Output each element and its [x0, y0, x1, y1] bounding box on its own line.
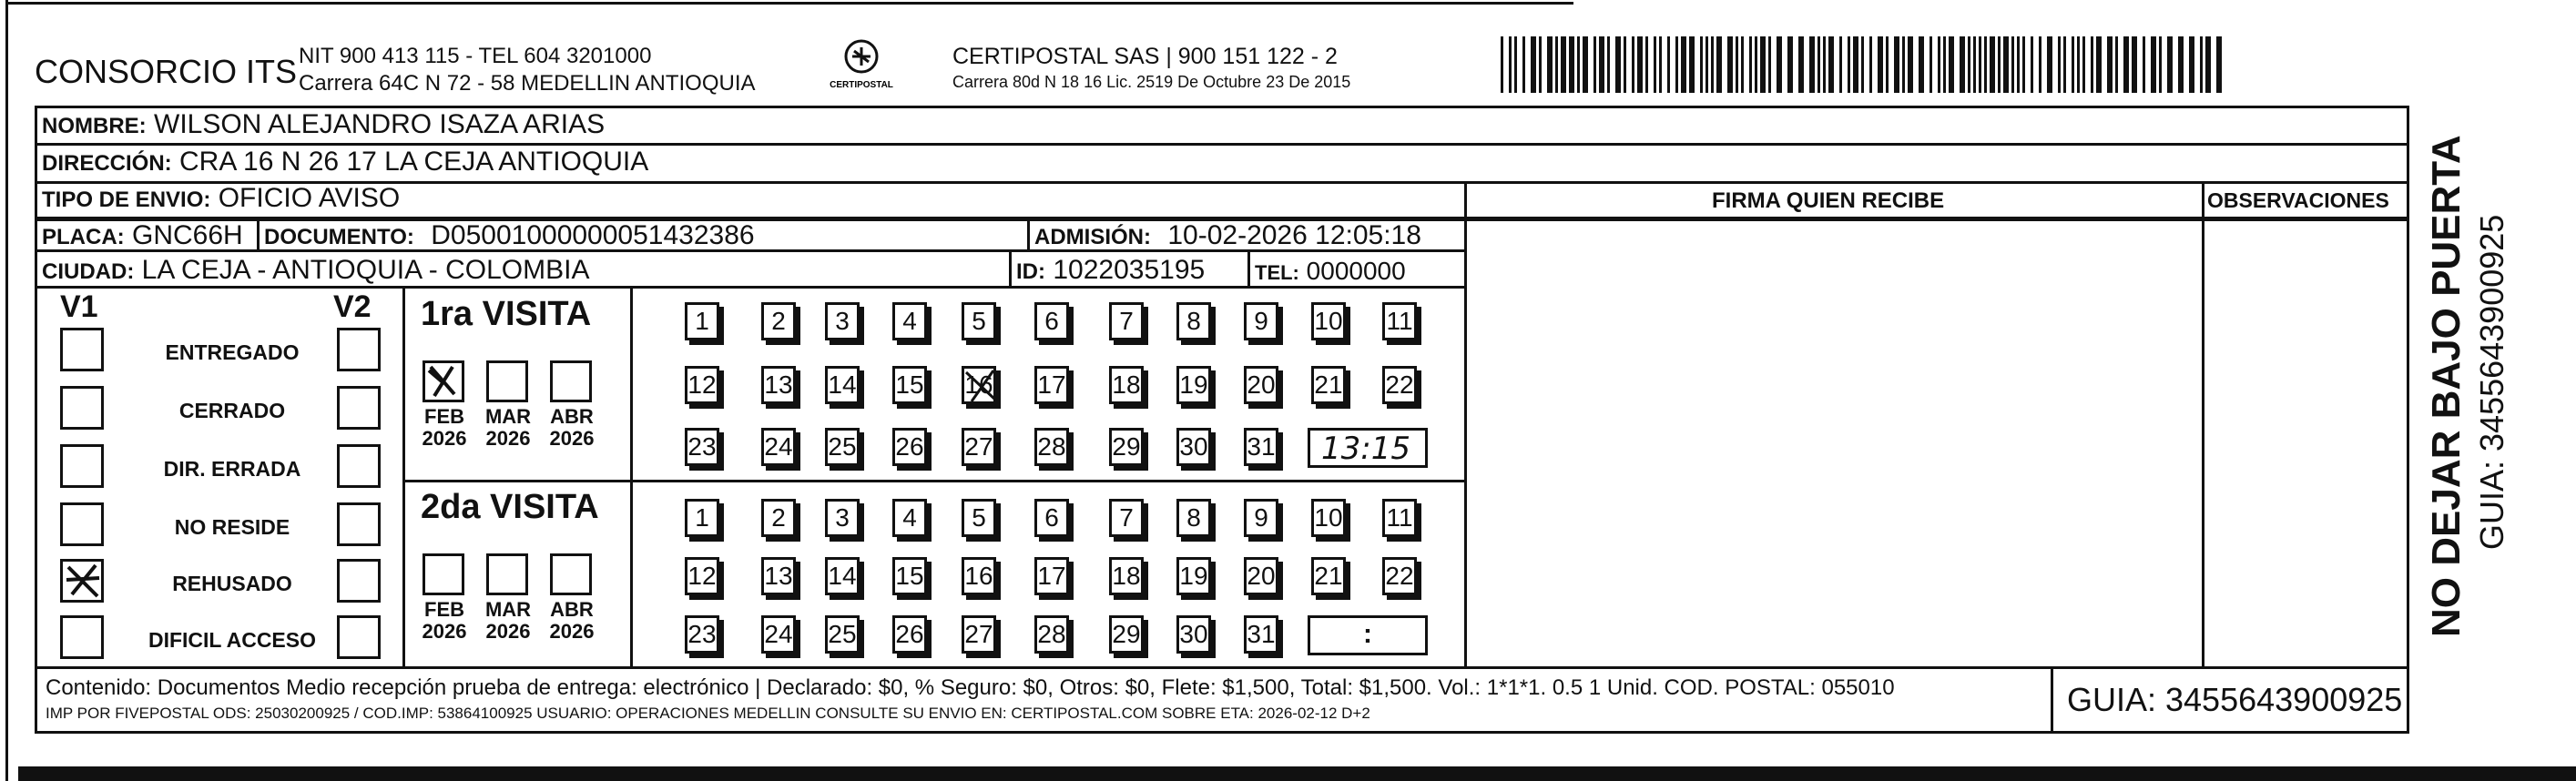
certipostal-logo	[830, 36, 893, 100]
day-cell[interactable]: 1	[685, 302, 719, 340]
day-cell[interactable]: 11	[1382, 302, 1417, 340]
month-label: MAR 2026	[484, 405, 532, 450]
status-option-label: CERRADO	[178, 399, 286, 422]
firma-header: FIRMA QUIEN RECIBE	[1712, 188, 1945, 213]
day-cell[interactable]: 13	[761, 366, 796, 404]
v1-checkbox[interactable]	[60, 615, 104, 659]
status-option-label: NO RESIDE	[174, 515, 290, 539]
footer-imp: IMP POR FIVEPOSTAL ODS: 25030200925 / COD.IMP: 53864100925 USUARIO: OPERACIONES MEDELLIN CONSULTE SU ENVIO EN: CERTIPOSTAL.COM SOBRE ETA: 2026-02-12 D+2	[46, 705, 1370, 722]
day-cell[interactable]: 30	[1176, 615, 1211, 654]
day-cell[interactable]: 31	[1244, 428, 1278, 466]
v2-label: V2	[333, 289, 372, 324]
day-cell[interactable]: 18	[1109, 366, 1144, 404]
day-cell[interactable]: 5	[962, 302, 996, 340]
day-cell[interactable]: 27	[962, 615, 996, 654]
v2-checkbox[interactable]	[337, 328, 381, 371]
status-option-label: DIFICIL ACCESO	[148, 628, 316, 652]
day-cell[interactable]: 8	[1176, 302, 1211, 340]
documento-value: D05001000000051432386	[431, 220, 755, 250]
month-checkbox[interactable]	[486, 553, 528, 595]
status-option-label: ENTREGADO	[165, 340, 300, 364]
observaciones-header: OBSERVACIONES	[2207, 188, 2389, 212]
day-cell[interactable]: 16	[962, 557, 996, 595]
status-option-label: DIR. ERRADA	[163, 457, 301, 481]
day-cell[interactable]: 29	[1109, 428, 1144, 466]
second-visit-time: :	[1363, 619, 1372, 649]
ciudad-value: LA CEJA - ANTIOQUIA - COLOMBIA	[141, 255, 590, 285]
month-checkbox[interactable]	[550, 360, 592, 402]
nombre-value: WILSON ALEJANDRO ISAZA ARIAS	[154, 109, 606, 139]
certipostal-title: CERTIPOSTAL SAS | 900 151 122 - 2	[952, 44, 1338, 69]
ciudad-label: CIUDAD:	[42, 259, 135, 284]
v2-checkbox[interactable]	[337, 386, 381, 430]
day-cell[interactable]: 23	[685, 428, 719, 466]
month-label: FEB 2026	[422, 405, 467, 450]
day-cell[interactable]: 6	[1034, 302, 1069, 340]
day-cell[interactable]: 19	[1176, 557, 1211, 595]
day-cell[interactable]: 14	[825, 557, 860, 595]
direccion-value: CRA 16 N 26 17 LA CEJA ANTIOQUIA	[179, 147, 649, 177]
day-cell[interactable]: 2	[761, 499, 796, 537]
side-guia: GUIA: 3455643900925	[2473, 214, 2510, 550]
day-cell[interactable]: 25	[825, 615, 860, 654]
nit-line: NIT 900 413 115 - TEL 604 3201000	[299, 44, 652, 68]
address-line: Carrera 64C N 72 - 58 MEDELLIN ANTIOQUIA	[299, 71, 756, 96]
day-cell[interactable]: 1	[685, 499, 719, 537]
v2-checkbox[interactable]	[337, 444, 381, 488]
tel-value: 0000000	[1306, 257, 1406, 285]
day-cell[interactable]: 6	[1034, 499, 1069, 537]
v1-checkbox[interactable]	[60, 386, 104, 430]
day-cell[interactable]: 31	[1244, 615, 1278, 654]
direccion-label: DIRECCIÓN:	[42, 151, 172, 176]
day-cell[interactable]: 24	[761, 428, 796, 466]
month-label: FEB 2026	[422, 598, 467, 643]
footer-contenido: Contenido: Documentos Medio recepción prueba de entrega: electrónico | Declarado: $0, % Seguro: $0, Otros: $0, Flete: $1,500, Total: $1,500. Vol.: 1*1*1. 0.5 1 Unid. COD. POSTAL: 055010	[46, 675, 1895, 700]
day-cell[interactable]: 4	[892, 302, 927, 340]
documento-label: DOCUMENTO:	[264, 225, 414, 249]
day-cell[interactable]: 23	[685, 615, 719, 654]
day-cell[interactable]: 13	[761, 557, 796, 595]
second-visit-title: 2da VISITA	[421, 488, 599, 526]
tipo-label: TIPO DE ENVIO:	[42, 188, 211, 212]
v1-checkbox[interactable]	[60, 502, 104, 546]
day-cell[interactable]: 19	[1176, 366, 1211, 404]
month-checkbox[interactable]	[486, 360, 528, 402]
v2-checkbox[interactable]	[337, 615, 381, 659]
day-cell[interactable]: 4	[892, 499, 927, 537]
top-rule	[7, 2, 1573, 5]
v2-checkbox[interactable]	[337, 559, 381, 603]
placa-value: GNC66H	[132, 220, 243, 250]
day-cell[interactable]: 18	[1109, 557, 1144, 595]
day-cell[interactable]: 27	[962, 428, 996, 466]
bottom-rule	[18, 766, 2576, 781]
day-cell[interactable]: 26	[892, 615, 927, 654]
day-cell[interactable]: 21	[1311, 366, 1346, 404]
admision-label: ADMISIÓN:	[1034, 225, 1151, 249]
nombre-label: NOMBRE:	[42, 114, 147, 138]
day-cell[interactable]: 7	[1109, 302, 1144, 340]
day-cell[interactable]: 15	[892, 557, 927, 595]
month-checkbox[interactable]	[550, 553, 592, 595]
logo-text: CERTIPOSTAL	[830, 80, 893, 90]
month-label: ABR 2026	[549, 405, 595, 450]
month-label: ABR 2026	[549, 598, 595, 643]
v1-checkbox[interactable]	[60, 444, 104, 488]
id-label: ID:	[1016, 259, 1045, 284]
day-cell[interactable]: 28	[1034, 615, 1069, 654]
day-cell[interactable]: 29	[1109, 615, 1144, 654]
day-cell[interactable]: 10	[1311, 302, 1346, 340]
no-dejar-warning: NO DEJAR BAJO PUERTA	[2424, 135, 2469, 637]
v1-checkbox[interactable]	[60, 328, 104, 371]
day-cell[interactable]: 30	[1176, 428, 1211, 466]
day-cell[interactable]: 8	[1176, 499, 1211, 537]
day-cell[interactable]: 26	[892, 428, 927, 466]
day-cell[interactable]: 10	[1311, 499, 1346, 537]
first-visit-time: 13:15	[1321, 431, 1410, 467]
day-cell[interactable]: 22	[1382, 557, 1417, 595]
v1-label: V1	[60, 289, 98, 324]
day-cell[interactable]: 20	[1244, 557, 1278, 595]
month-label: MAR 2026	[484, 598, 532, 643]
certipostal-sub: Carrera 80d N 18 16 Lic. 2519 De Octubre 23 De 2015	[952, 73, 1351, 91]
tel-label: TEL:	[1255, 261, 1299, 284]
barcode	[1501, 36, 2229, 95]
day-cell[interactable]: 14	[825, 366, 860, 404]
footer-guia: GUIA: 3455643900925	[2067, 681, 2403, 718]
day-cell[interactable]: 11	[1382, 499, 1417, 537]
v2-checkbox[interactable]	[337, 502, 381, 546]
company-name: CONSORCIO ITS	[35, 53, 298, 90]
v1-checkbox[interactable]	[60, 559, 104, 603]
tipo-value: OFICIO AVISO	[218, 183, 401, 213]
status-option-label: REHUSADO	[172, 572, 292, 595]
day-mark	[964, 369, 997, 403]
day-cell[interactable]: 5	[962, 499, 996, 537]
month-checkbox[interactable]	[423, 553, 464, 595]
left-edge	[5, 0, 8, 781]
day-cell[interactable]: 17	[1034, 557, 1069, 595]
day-cell[interactable]: 3	[825, 302, 860, 340]
admision-value: 10-02-2026 12:05:18	[1167, 220, 1421, 250]
day-cell[interactable]: 9	[1244, 302, 1278, 340]
day-cell[interactable]: 12	[685, 366, 719, 404]
first-visit-time-box	[1308, 428, 1428, 468]
day-cell[interactable]: 15	[892, 366, 927, 404]
day-cell[interactable]: 16	[962, 366, 996, 404]
day-cell[interactable]: 24	[761, 615, 796, 654]
day-cell[interactable]: 3	[825, 499, 860, 537]
month-checkbox[interactable]	[423, 360, 464, 402]
day-cell[interactable]: 21	[1311, 557, 1346, 595]
day-cell[interactable]: 9	[1244, 499, 1278, 537]
id-value: 1022035195	[1053, 255, 1206, 285]
day-cell[interactable]: 28	[1034, 428, 1069, 466]
placa-label: PLACA:	[42, 225, 125, 249]
day-cell[interactable]: 17	[1034, 366, 1069, 404]
day-cell[interactable]: 2	[761, 302, 796, 340]
day-cell[interactable]: 12	[685, 557, 719, 595]
day-cell[interactable]: 20	[1244, 366, 1278, 404]
second-visit-time-box	[1308, 615, 1428, 655]
day-cell[interactable]: 7	[1109, 499, 1144, 537]
day-cell[interactable]: 22	[1382, 366, 1417, 404]
day-cell[interactable]: 25	[825, 428, 860, 466]
first-visit-title: 1ra VISITA	[421, 295, 592, 333]
